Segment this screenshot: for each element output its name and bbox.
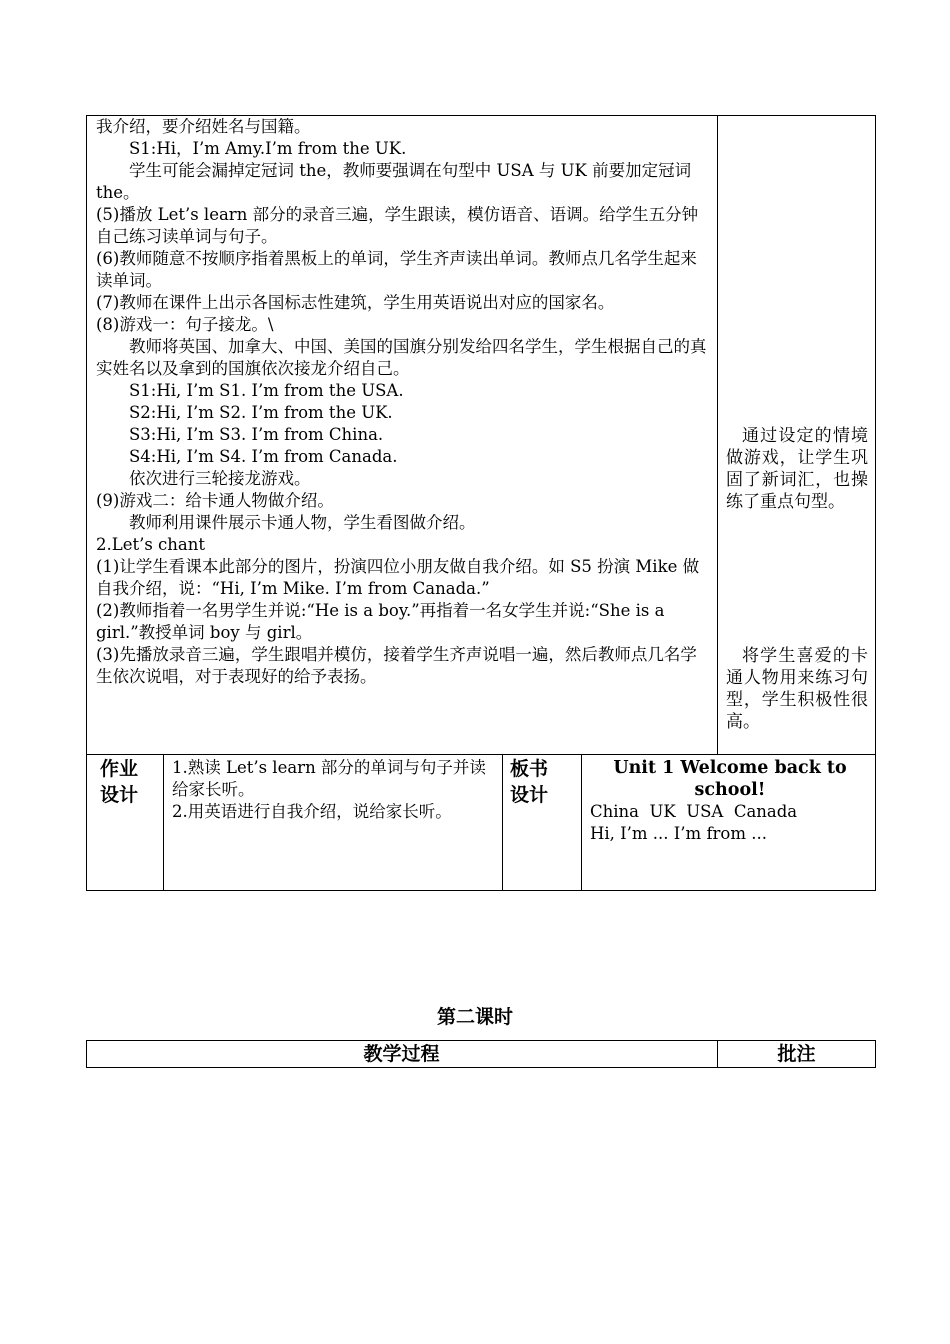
process-line: (2)教师指着一名男学生并说:“He is a boy.”再指着一名女学生并说:“She is a girl.”教授单词 boy 与 girl。 (96, 601, 665, 642)
board-line: China UK USA Canada (590, 802, 798, 821)
process-line: S1:Hi, I’m S1. I’m from the USA. (129, 381, 404, 400)
process-line: 2.Let’s chant (96, 535, 206, 554)
board-design-content (590, 757, 870, 845)
process-line: 学生可能会漏掉定冠词 the，教师要强调在句型中 USA 与 UK 前要加定冠词 the。 (96, 161, 692, 202)
annotation-note: 将学生喜爱的卡通人物用来练习句型，学生积极性很高。 (726, 646, 868, 732)
process-line: (1)让学生看课本此部分的图片，扮演四位小朋友做自我介绍。如 S5 扮演 Mike 做自我介绍，说：“Hi, I’m Mike. I’m from Canada.” (96, 557, 700, 598)
homework-label-divider (163, 754, 164, 891)
lesson-heading: 第二课时 (436, 1006, 513, 1028)
process-line: 教师利用课件展示卡通人物，学生看图做介绍。 (129, 513, 476, 532)
homework-content (172, 757, 497, 823)
board-label-line: 设计 (510, 784, 549, 806)
process-line: 我介绍，要介绍姓名与国籍。 (96, 117, 311, 136)
process-line: (7)教师在课件上出示各国标志性建筑，学生用英语说出对应的国家名。 (96, 293, 615, 312)
homework-label-line: 设计 (100, 784, 139, 806)
homework-item: 1.熟读 Let’s learn 部分的单词与句子并读给家长听。 (172, 758, 486, 799)
process-line: S1:Hi，I’m Amy.I’m from the UK. (129, 139, 407, 158)
process-line: S4:Hi, I’m S4. I’m from Canada. (129, 447, 398, 466)
homework-label (100, 756, 152, 808)
column-divider (717, 115, 718, 755)
process-line: 依次进行三轮接龙游戏。 (129, 469, 311, 488)
process-line: S2:Hi, I’m S2. I’m from the UK. (129, 403, 393, 422)
homework-content-divider (502, 754, 503, 891)
board-label-line: 板书 (510, 758, 549, 780)
board-line: Hi, I’m ... I’m from ... (590, 824, 767, 843)
process-line: S3:Hi, I’m S3. I’m from China. (129, 425, 384, 444)
column-header-notes: 批注 (777, 1043, 816, 1065)
board-title: Unit 1 Welcome back to school! (613, 758, 847, 800)
board-label-divider (581, 754, 582, 891)
board-design-label (510, 756, 570, 808)
process-line: (5)播放 Let’s learn 部分的录音三遍，学生跟读，模仿语音、语调。给学生五分钟自己练习读单词与句子。 (96, 205, 699, 246)
homework-label-line: 作业 (100, 758, 139, 780)
process-line: (9)游戏二：给卡通人物做介绍。 (96, 491, 334, 510)
row-divider (86, 754, 876, 755)
process-line: (3)先播放录音三遍，学生跟唱并模仿，接着学生齐声说唱一遍，然后教师点几名学生依次说唱，对于表现好的给予表扬。 (96, 645, 697, 686)
annotation-note: 通过设定的情境做游戏，让学生巩固了新词汇，也操练了重点句型。 (726, 426, 868, 512)
process-line: (6)教师随意不按顺序指着黑板上的单词，学生齐声读出单词。教师点几名学生起来读单词。 (96, 249, 697, 290)
teaching-process (96, 116, 710, 688)
column-header-process: 教学过程 (363, 1043, 440, 1065)
process-line: (8)游戏一：句子接龙。\ (96, 315, 274, 334)
process-line: 教师将英国、加拿大、中国、美国的国旗分别发给四名学生，学生根据自己的真实姓名以及拿到的国旗依次接龙介绍自己。 (96, 337, 707, 378)
homework-item: 2.用英语进行自我介绍，说给家长听。 (172, 802, 452, 821)
